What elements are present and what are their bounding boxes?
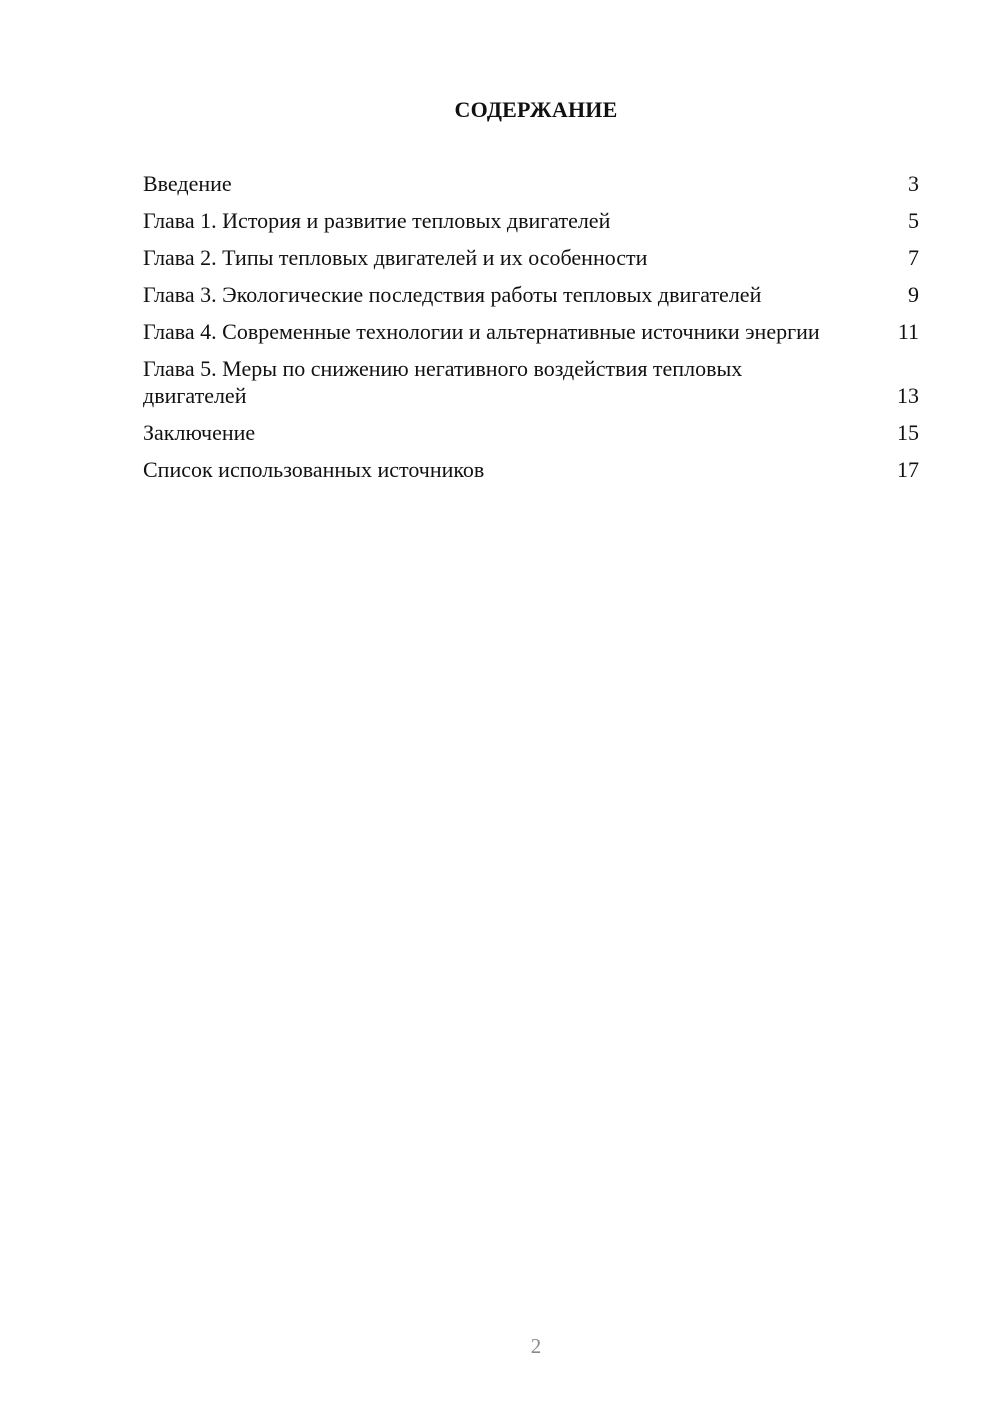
toc-entry-label: Глава 1. История и развитие тепловых двигателей [143,208,611,233]
toc-entry[interactable] [143,419,919,446]
toc-entry-page: 13 [897,383,919,408]
toc-entry-page: 17 [897,457,919,482]
toc-entry-page: 5 [908,208,919,233]
toc-entry-label: Список использованных источников [143,457,485,482]
toc-entry-label: Глава 4. Современные технологии и альтернативные источники энергии [143,319,820,344]
toc-entry[interactable] [143,456,919,483]
toc-entry-label: Заключение [143,420,256,445]
toc-entry-label: Глава 3. Экологические последствия работы тепловых двигателей [143,282,762,307]
page-title: СОДЕРЖАНИЕ [454,97,618,122]
toc-entry-label: Глава 5. Меры по снижению негативного воздействия тепловых двигателей [143,356,743,408]
toc-entry[interactable] [143,207,919,234]
toc-entry-label: Глава 2. Типы тепловых двигателей и их особенности [143,245,648,270]
toc-entry[interactable] [143,244,919,271]
toc-entry-page: 7 [908,245,919,270]
toc-entry-page: 15 [897,420,919,445]
toc-entry-page: 3 [908,171,919,196]
toc-entry[interactable] [143,281,919,308]
page-number: 2 [530,1334,542,1358]
toc-entry-page: 11 [897,319,919,344]
toc-entry[interactable] [143,318,919,345]
toc-entry-label: Введение [143,171,232,196]
toc-entry-page: 9 [908,282,919,307]
toc-entry[interactable] [143,170,919,197]
table-of-contents [143,170,919,493]
toc-entry[interactable] [143,355,919,409]
